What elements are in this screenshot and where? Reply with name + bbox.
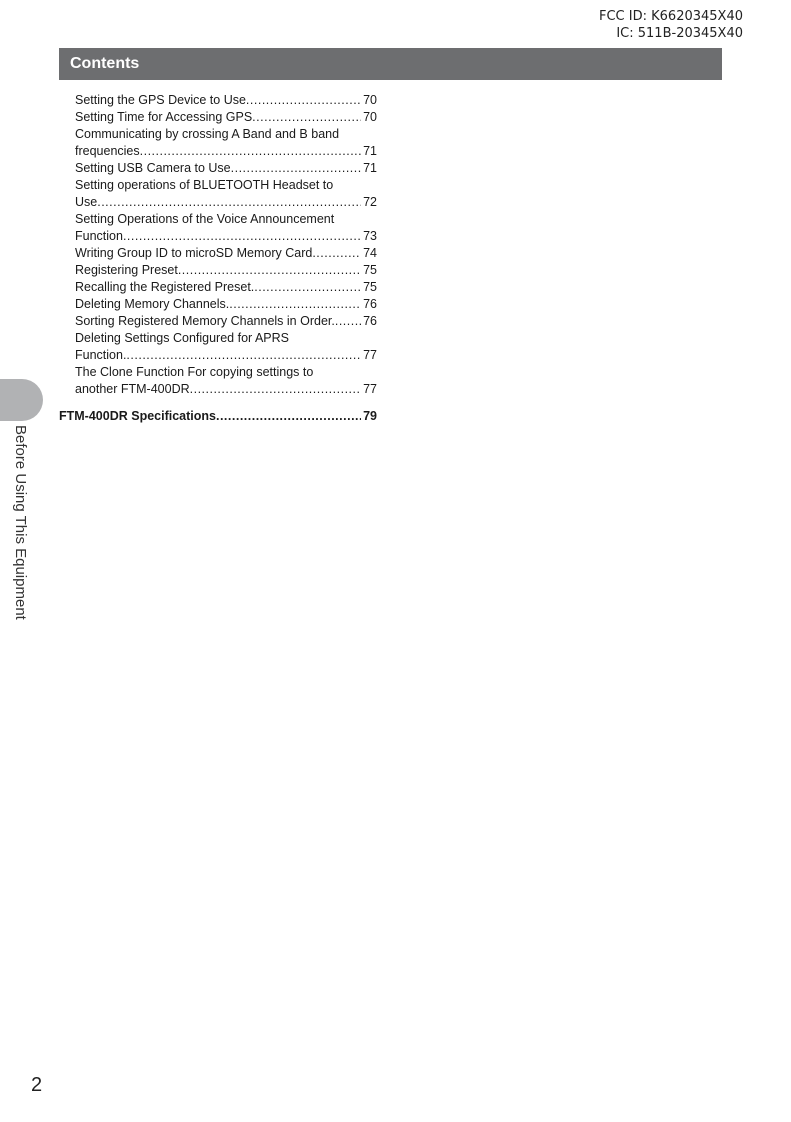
leader-dots [252,109,361,126]
toc-page-number: 71 [363,144,377,158]
section-tab-label: Before Using This Equipment [12,425,29,620]
toc-page-number: 72 [363,195,377,209]
toc-entry-title: Setting Operations of the Voice Announcement [75,212,335,226]
toc-entry-title: another FTM-400DR [75,382,190,396]
toc-line [75,296,377,313]
toc-entry[interactable] [75,177,377,211]
toc-entry-title: Function [75,229,123,243]
toc-entry-title: frequencies [75,144,140,158]
section-tab [0,379,43,421]
toc-entry-title: The Clone Function For copying settings to [75,365,314,379]
toc-line [75,228,377,245]
toc-entry[interactable] [75,211,377,245]
leader-dots [231,160,361,177]
toc-entry-title: Setting the GPS Device to Use [75,93,246,107]
toc-entry-title: Registering Preset [75,263,178,277]
toc-page-number: 74 [363,246,377,260]
leader-dots [123,228,361,245]
toc-line [75,211,377,228]
toc-entry[interactable] [75,364,377,398]
toc-line [75,92,377,109]
contents-banner [59,48,722,80]
toc-page-number: 77 [363,382,377,396]
leader-dots [190,381,361,398]
toc-entry[interactable] [75,279,377,296]
leader-dots [335,313,361,330]
toc-entry-title: Recalling the Registered Preset. [75,280,255,294]
toc-page-number: 73 [363,229,377,243]
toc-entry-title: Setting USB Camera to Use [75,161,231,175]
toc-line [75,313,377,330]
toc-page-number: 71 [363,161,377,175]
toc-line [75,279,377,296]
toc-page-number: 75 [363,263,377,277]
toc-entry-title: FTM-400DR Specifications [59,409,216,423]
toc-line [75,245,377,262]
contents-title: Contents [70,55,140,72]
leader-dots [140,143,361,160]
toc-line [75,143,377,160]
leader-dots [312,245,361,262]
toc-line [75,364,377,381]
toc-entry-title: Setting operations of BLUETOOTH Headset to [75,178,334,192]
toc-page-number: 70 [363,110,377,124]
toc-entry[interactable] [75,160,377,177]
toc-line [75,177,377,194]
fcc-header [599,8,743,42]
leader-dots [229,296,361,313]
toc-line [75,194,377,211]
page-number: 2 [31,1074,43,1096]
table-of-contents [75,92,377,398]
toc-entry-title: Communicating by crossing A Band and B band [75,127,340,141]
leader-dots [254,279,361,296]
toc-line [75,262,377,279]
leader-dots [216,408,361,425]
toc-page-number: 77 [363,348,377,362]
toc-page-number: 76 [363,314,377,328]
fcc-id: FCC ID: K6620345X40 [599,9,743,24]
toc-entry-title: Deleting Settings Configured for APRS [75,331,290,345]
leader-dots [126,347,361,364]
toc-line [75,160,377,177]
toc-entry[interactable] [75,92,377,109]
toc-entry-specifications[interactable] [59,408,377,425]
toc-entry-title: Setting Time for Accessing GPS [75,110,253,124]
toc-line [75,109,377,126]
toc-page-number: 75 [363,280,377,294]
toc-entry-title: Use [75,195,98,209]
toc-entry[interactable] [75,262,377,279]
toc-entry-title: Writing Group ID to microSD Memory Card [75,246,313,260]
toc-entry[interactable] [75,126,377,160]
leader-dots [178,262,361,279]
toc-page-number: 70 [363,93,377,107]
toc-line [75,347,377,364]
toc-entry[interactable] [75,296,377,313]
toc-entry[interactable] [75,330,377,364]
toc-page-number: 79 [363,409,377,423]
leader-dots [97,194,361,211]
toc-entry[interactable] [75,313,377,330]
toc-line [75,381,377,398]
toc-entry-title: Deleting Memory Channels. [75,297,230,311]
leader-dots [246,92,361,109]
toc-entry-title: Sorting Registered Memory Channels in Order. [75,314,335,328]
toc-line [75,330,377,347]
toc-entry-title: Function. [75,348,127,362]
toc-line [75,126,377,143]
toc-page-number: 76 [363,297,377,311]
ic-number: IC: 511B-20345X40 [616,26,743,41]
toc-entry[interactable] [75,109,377,126]
toc-entry[interactable] [75,245,377,262]
